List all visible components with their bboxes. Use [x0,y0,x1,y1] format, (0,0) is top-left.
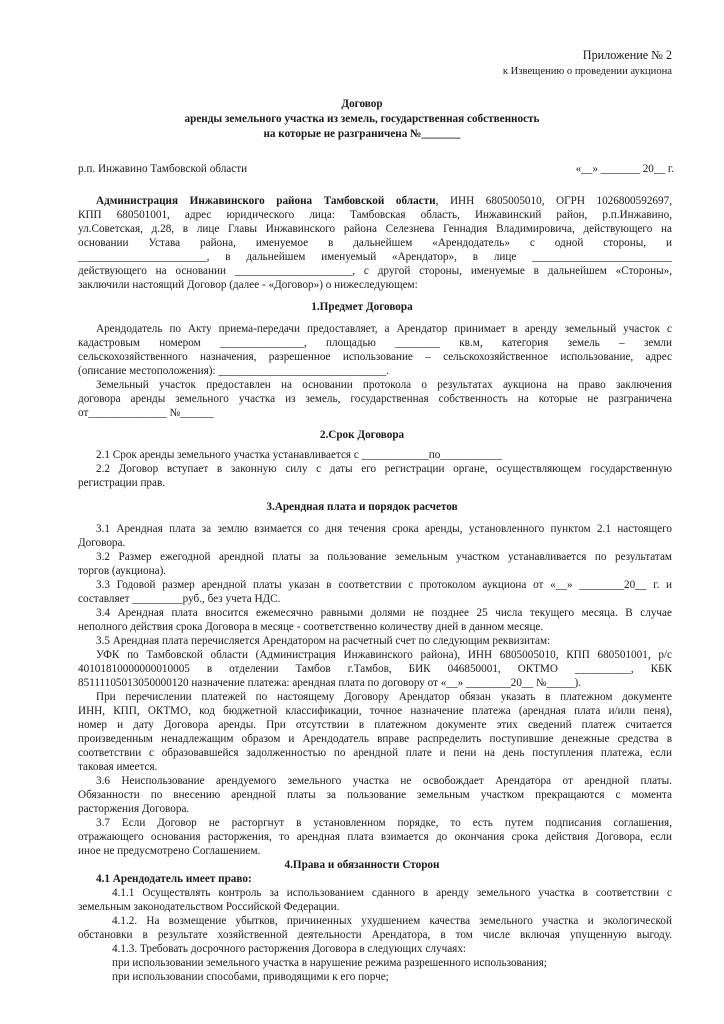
section-3-line: иное не предусмотрено Соглашением. [78,845,261,857]
section-3-line: произведенным ненадлежащим образом и Арендодатель вправе распределить поступившие денежные средства в [78,733,672,745]
section-4-heading: 4.Права и обязанности Сторон [284,859,440,871]
section-1-line: кадастровым номером _______________, площадью ________ кв.м, категория земель – земли [78,337,672,349]
contract-date: «__» _______ 20__ г. [575,163,674,175]
section-3-line: 3.3 Годовой размер арендной платы указан в соответствии с протоколом аукциона от «__» ________20__ г. и [96,579,672,591]
section-3-line: 3.7 Если Договор не расторгнут в установленном порядке, то есть путем подписания соглашения, [96,817,672,829]
section-3-line: Обязанности по внесению арендной платы за пользование земельным участком прекращаются с момента [78,789,672,801]
section-3-line: 3.1 Арендная плата за землю взимается со дня течения срока аренды, установленного пунктом 2.1 настоящего [96,523,672,535]
preamble-line-5: _______________________, в дальнейшем именуемый «Арендатор», в лице _________________________ [78,251,672,263]
section-3-line: 3.5 Арендная плата перечисляется Арендатором на расчетный счет по следующим реквизитам: [96,635,551,647]
section-3-line: расторжения Договора. [78,803,190,815]
section-3-line: 85111105013050000120 назначение платежа: арендная плата по договору от «__» ________20__ №_____). [78,677,582,689]
preamble-line-1-rest: , ИНН 6805005010, ОГРН 1026800592697, [435,195,672,207]
preamble-line-2: КПП 680501001, адрес юридического лица: Тамбовская область, Инжавинский район, р.п.Инжавино, [78,209,672,221]
section-3-line: При перечислении платежей по настоящему Договору Арендатор обязан указать в платежном документе [96,691,672,703]
section-4-line: 4.1.2. На возмещение убытков, причиненных ухудшением качества земельного участка и экологической [112,915,672,927]
contract-place: р.п. Инжавино Тамбовской области [78,163,248,175]
section-2-heading: 2.Срок Договора [319,429,405,441]
appendix-subtitle: к Извещению о проведении аукциона [502,66,672,77]
document-title-line-3: на которые не разграничена №_______ [263,128,461,140]
section-3-line: УФК по Тамбовской области (Администрация Инжавинского района), ИНН 6805005010, КПП 680501001, р/с [96,649,672,661]
section-1-line: (описание местоположения): ______________________________. [78,365,389,377]
section-3-line: 3.4 Арендная плата вносится ежемесячно равными долями не позднее 25 числа текущего месяца. В случае [96,607,672,619]
preamble-line-4: основании Устава района, именуемое в дальнейшем «Арендодатель» с одной стороны, и [78,237,672,249]
section-3-line: 40101810000000010005 в отделении Тамбов г.Тамбов, БИК 046850001, ОКТМО __________, КБК [78,663,672,675]
section-4-line: 4.1.1 Осуществлять контроль за использованием сданного в аренду земельного участка в соответствии с [112,887,672,899]
section-1-line: Земельный участок предоставлен на основании протокола о результатах аукциона на право заключения [96,379,672,391]
section-3-line: ИНН, КПП, ОКТМО, код бюджетной классификации, точное назначение платежа (арендная плата и/или пеня), [78,705,672,717]
section-3-line: 3.6 Неиспользование арендуемого земельного участка не освобождает Арендатора от арендной платы. [96,775,672,787]
document-title: Договор [341,98,383,110]
section-3-line: соответствии с образовавшейся задолженностью по арендной плате и пени на день поступления платежа, если [78,747,672,759]
document-title-line-2: аренды земельного участка из земель, государственная собственность [184,113,540,125]
section-1-line: Арендодатель по Акту приема-передачи предоставляет, а Арендатор принимает в аренду земельный участок с [96,323,672,335]
section-1-line: от______________ №______ [78,407,214,419]
section-3-line: составляет _________руб., без учета НДС. [78,593,281,605]
appendix-title: Приложение № 2 [582,48,672,62]
section-3-line: Договора. [78,537,126,549]
section-4-line: 4.1.3. Требовать досрочного расторжения Договора в следующих случаях: [112,943,467,955]
section-1-line: договора аренды земельного участка из земель, государственная собственность на которые не разграничена [78,393,672,405]
section-1-line: сельскохозяйственного назначения, разрешенное использование – сельскохозяйственное использование, адрес [78,351,672,363]
section-4-subheading: 4.1 Арендодатель имеет право: [96,873,252,885]
section-3-line: номер и дату Договора аренды. При отсутствии в платежном документе этих сведений платеж считается [78,719,672,731]
section-4-line: земельным законодательством Российской Федерации. [78,901,340,913]
preamble-line-7: заключили настоящий Договор (далее - «Договор») о нижеследующем: [78,279,418,291]
preamble-line-6: действующего на основании _____________________, с другой стороны, именуемые в дальнейшем «Стороны», [78,265,672,277]
section-3-heading: 3.Арендная плата и порядок расчетов [266,501,458,513]
section-3-line: торгов (аукциона). [78,565,167,577]
party-name: Администрация Инжавинского района Тамбовской области [96,195,436,207]
section-4-line: обстановки в результате хозяйственной деятельности Арендатора, в том числе включая упущенную выгоду. [78,929,672,941]
section-3-line: отражающего основания расторжения, то арендная плата взимается до окончания срока действия Договора, если [78,831,672,843]
section-4-line: при использовании земельного участка в нарушение режима разрешенного использования; [112,957,547,969]
section-1-heading: 1.Предмет Договора [311,301,413,313]
section-3-line: неполного действия срока Договора в месяце - соответственно количеству дней в данном месяце. [78,621,544,633]
section-2-line: регистрации прав. [78,477,166,489]
section-3-line: таковая имеется. [78,761,158,773]
section-2-line: 2.2 Договор вступает в законную силу с даты его регистрации органе, осуществляющем государственную [96,463,672,475]
section-4-line: при использовании способами, приводящими к его порче; [112,971,389,983]
section-2-line: 2.1 Срок аренды земельного участка устанавливается с ____________по___________ [96,449,502,461]
section-3-line: 3.2 Размер ежегодной арендной платы за пользование земельным участком устанавливается по результатам [96,551,672,563]
preamble-line-1 [78,194,672,208]
preamble-line-3: ул.Советская, д.28, в лице Главы Инжавинского района Селезнева Геннадия Владимировича, действующего на [78,223,672,235]
